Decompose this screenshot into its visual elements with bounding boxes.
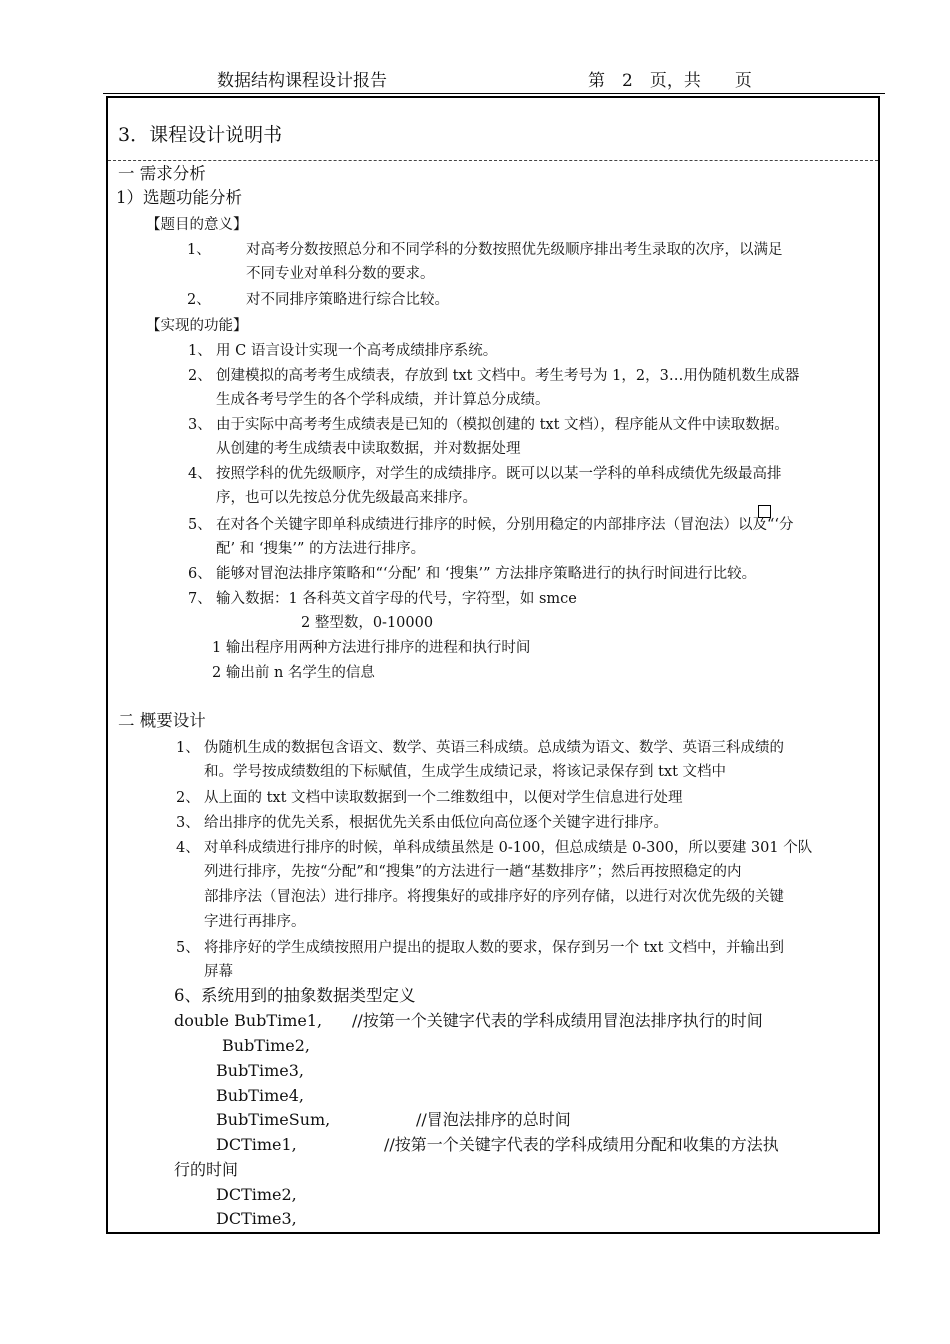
code-line: DCTime1, [216, 1135, 297, 1154]
code-comment: //按第一个关键字代表的学科成绩用冒泡法排序执行的时间 [352, 1011, 763, 1030]
meaning-heading: 【题目的意义】 [146, 217, 248, 233]
content-frame [106, 96, 880, 1234]
code-comment: 行的时间 [174, 1160, 239, 1179]
code-comment: //冒泡法排序的总时间 [416, 1110, 571, 1129]
page-number: 第 2 页，共 页 [588, 71, 752, 91]
code-line: BubTimeSum, [216, 1110, 331, 1129]
input-spec: 2 整型数，0-10000 [301, 615, 434, 631]
header-rule [103, 93, 885, 94]
function-text: 生成各考号学生的各个学科成绩，并计算总分成绩。 [216, 392, 550, 408]
part1-subtitle: 1）选题功能分析 [116, 188, 242, 207]
function-text: 配’ 和 ‘搜集’” 的方法进行排序。 [216, 541, 426, 557]
part2-title: 二 概要设计 [118, 711, 206, 730]
output-spec: 1 输出程序用两种方法进行排序的进程和执行时间 [212, 640, 531, 656]
function-text: 输入数据：1 各科英文首字母的代号，字符型，如 smce [216, 591, 577, 607]
design-text: 给出排序的优先关系，根据优先关系由低位向高位逐个关键字进行排序。 [204, 815, 668, 831]
function-text: 按照学科的优先级顺序，对学生的成绩排序。既可以以某一学科的单科成绩优先级最高排 [216, 466, 782, 482]
function-number: 1、 [188, 343, 212, 359]
function-text: 用 C 语言设计实现一个高考成绩排序系统。 [216, 343, 498, 359]
design-text: 部排序法（冒泡法）进行排序。将搜集好的或排序好的序列存储，以进行对次优先级的关键 [204, 889, 784, 905]
design-number: 1、 [176, 740, 200, 756]
function-text: 创建模拟的高考考生成绩表，存放到 txt 文档中。考生考号为 1，2，3…用伪随机数生成器 [216, 368, 800, 384]
function-text: 从创建的考生成绩表中读取数据，并对数据处理 [216, 441, 521, 457]
adt-heading: 6、系统用到的抽象数据类型定义 [174, 986, 416, 1005]
meaning-text: 不同专业对单科分数的要求。 [246, 266, 435, 282]
design-number: 3、 [176, 815, 200, 831]
code-line: DCTime3, [216, 1209, 297, 1228]
design-number: 2、 [176, 790, 200, 806]
output-spec: 2 输出前 n 名学生的信息 [212, 665, 375, 681]
part1-title: 一 需求分析 [118, 164, 206, 183]
function-text: 在对各个关键字即单科成绩进行排序的时候，分别用稳定的内部排序法（冒泡法）以及“‘分 [216, 517, 794, 533]
function-text: 能够对冒泡法排序策略和“‘分配’ 和 ‘搜集’” 方法排序策略进行的执行时间进行比较。 [216, 566, 757, 582]
function-number: 5、 [188, 517, 212, 533]
design-text: 将排序好的学生成绩按照用户提出的提取人数的要求，保存到另一个 txt 文档中，并输出到 [204, 940, 785, 956]
design-text: 伪随机生成的数据包含语文、数学、英语三科成绩。总成绩为语文、数学、英语三科成绩的 [204, 740, 784, 756]
function-number: 7、 [188, 591, 212, 607]
code-line: BubTime4, [216, 1086, 304, 1105]
meaning-text: 对高考分数按照总分和不同学科的分数按照优先级顺序排出考生录取的次序，以满足 [246, 242, 783, 258]
code-line: BubTime2, [222, 1036, 310, 1055]
meaning-number: 1、 [187, 242, 211, 258]
function-number: 6、 [188, 566, 212, 582]
design-text: 和。学号按成绩数组的下标赋值，生成学生成绩记录，将该记录保存到 txt 文档中 [204, 764, 727, 780]
meaning-text: 对不同排序策略进行综合比较。 [246, 292, 449, 308]
report-header-title: 数据结构课程设计报告 [217, 71, 387, 91]
code-line: DCTime2, [216, 1185, 297, 1204]
code-comment: //按第一个关键字代表的学科成绩用分配和收集的方法执 [384, 1135, 779, 1154]
dashed-divider [108, 160, 878, 161]
code-line: BubTime3, [216, 1061, 304, 1080]
function-text: 序，也可以先按总分优先级最高来排序。 [216, 490, 477, 506]
section-title: 3．课程设计说明书 [118, 124, 283, 146]
design-text: 字进行再排序。 [204, 914, 306, 930]
design-text: 从上面的 txt 文档中读取数据到一个二维数组中，以便对学生信息进行处理 [204, 790, 683, 806]
function-number: 2、 [188, 368, 212, 384]
function-text: 由于实际中高考考生成绩表是已知的（模拟创建的 txt 文档），程序能从文件中读取数据。 [216, 417, 789, 433]
design-number: 4、 [176, 840, 200, 856]
code-line: double BubTime1, [174, 1011, 323, 1030]
design-text: 屏幕 [204, 964, 233, 980]
meaning-number: 2、 [187, 292, 211, 308]
design-text: 对单科成绩进行排序的时候，单科成绩虽然是 0-100，但总成绩是 0-300，所以要建 301 个队 [204, 840, 813, 856]
design-number: 5、 [176, 940, 200, 956]
function-number: 3、 [188, 417, 212, 433]
function-number: 4、 [188, 466, 212, 482]
checkbox-marker [758, 505, 771, 518]
design-text: 列进行排序，先按“分配”和“搜集”的方法进行一趟“基数排序”；然后再按照稳定的内 [204, 864, 742, 880]
functions-heading: 【实现的功能】 [146, 318, 248, 334]
